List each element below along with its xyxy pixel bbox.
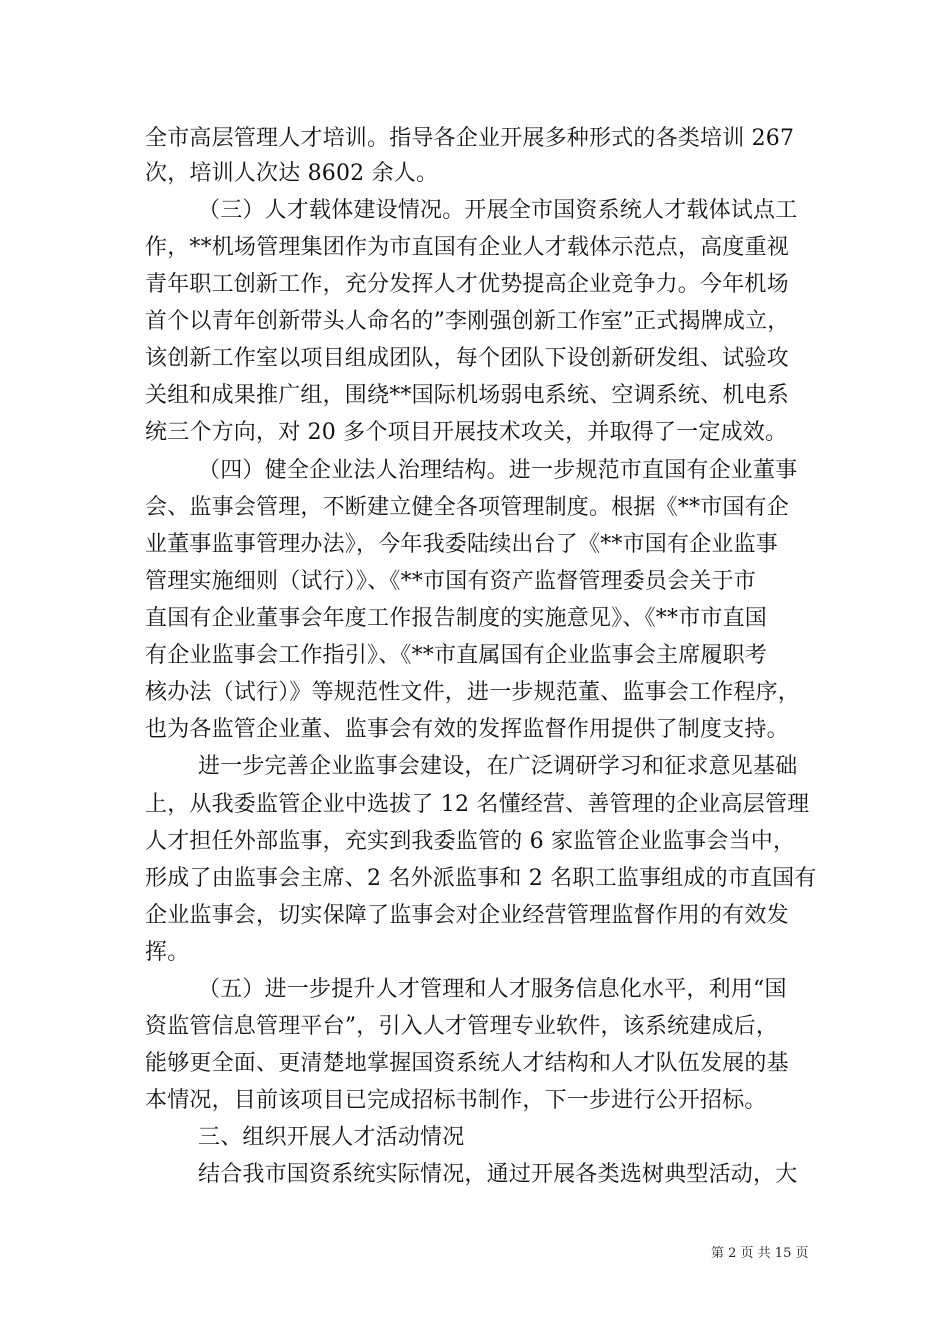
text-line: 资监管信息管理平台”，引入人才管理专业软件，该系统建成后， [145, 1014, 779, 1039]
text-line: 作，**机场管理集团作为市直国有企业人才载体示范点，高度重视 [145, 235, 790, 260]
text-line: （三）人才载体建设情况。开展全市国资系统人才载体试点工 [198, 198, 798, 223]
text-line: 本情况，目前该项目已完成招标书制作，下一步进行公开招标。 [145, 1088, 767, 1113]
text-line: 关组和成果推广组，围绕**国际机场弱电系统、空调系统、机电系 [145, 383, 790, 408]
text-line: 企业监事会，切实保障了监事会对企业经营管理监督作用的有效发 [145, 903, 789, 928]
text-line: 次，培训人次达 8602 余人。 [145, 161, 439, 186]
page-number-label: 第 2 页 共 15 页 [711, 1246, 809, 1261]
text-line: 该创新工作室以项目组成团队，每个团队下设创新研发组、试验攻 [145, 346, 789, 371]
text-line: 人才担任外部监事，充实到我委监管的 6 家监管企业监事会当中， [145, 829, 796, 854]
page-number-footer [711, 1246, 808, 1262]
text-line: 进一步完善企业监事会建设，在广泛调研学习和征求意见基础 [198, 754, 798, 779]
text-line: （四）健全企业法人治理结构。进一步规范市直国有企业董事 [198, 458, 798, 483]
text-line: （五）进一步提升人才管理和人才服务信息化水平，利用“国 [198, 977, 787, 1002]
text-line: 挥。 [145, 940, 190, 965]
text-line: 业董事监事管理办法》，今年我委陆续出台了《**市国有企业监事 [145, 532, 779, 557]
text-line: 管理实施细则（试行）》、《**市国有资产监督管理委员会关于市 [145, 569, 757, 594]
text-line: 上，从我委监管企业中选拔了 12 名懂经营、善管理的企业高层管理 [145, 792, 810, 817]
text-line: 统三个方向，对 20 多个项目开展技术攻关，并取得了一定成效。 [145, 420, 788, 445]
text-line: 青年职工创新工作，充分发挥人才优势提高企业竞争力。今年机场 [145, 272, 789, 297]
text-line: 核办法（试行）》等规范性文件，进一步规范董、监事会工作程序， [145, 680, 801, 705]
text-line: 会、监事会管理，不断建立健全各项管理制度。根据《**市国有企 [145, 495, 790, 520]
text-line: 能够更全面、更清楚地掌握国资系统人才结构和人才队伍发展的基 [145, 1051, 789, 1076]
section-heading: 三、组织开展人才活动情况 [198, 1125, 465, 1150]
text-line: 形成了由监事会主席、2 名外派监事和 2 名职工监事组成的市直国有 [145, 866, 817, 891]
text-line: 结合我市国资系统实际情况，通过开展各类选树典型活动，大 [198, 1162, 798, 1187]
text-line: 也为各监管企业董、监事会有效的发挥监督作用提供了制度支持。 [145, 717, 789, 742]
text-line: 全市高层管理人才培训。指导各企业开展多种形式的各类培训 267 [145, 126, 795, 151]
text-line: 直国有企业董事会年度工作报告制度的实施意见》、《**市市直国 [145, 606, 768, 631]
text-line: 有企业监事会工作指引》、《**市直属国有企业监事会主席履职考 [145, 643, 768, 668]
text-line: 首个以青年创新带头人命名的”李刚强创新工作室”正式揭牌成立， [145, 309, 790, 334]
